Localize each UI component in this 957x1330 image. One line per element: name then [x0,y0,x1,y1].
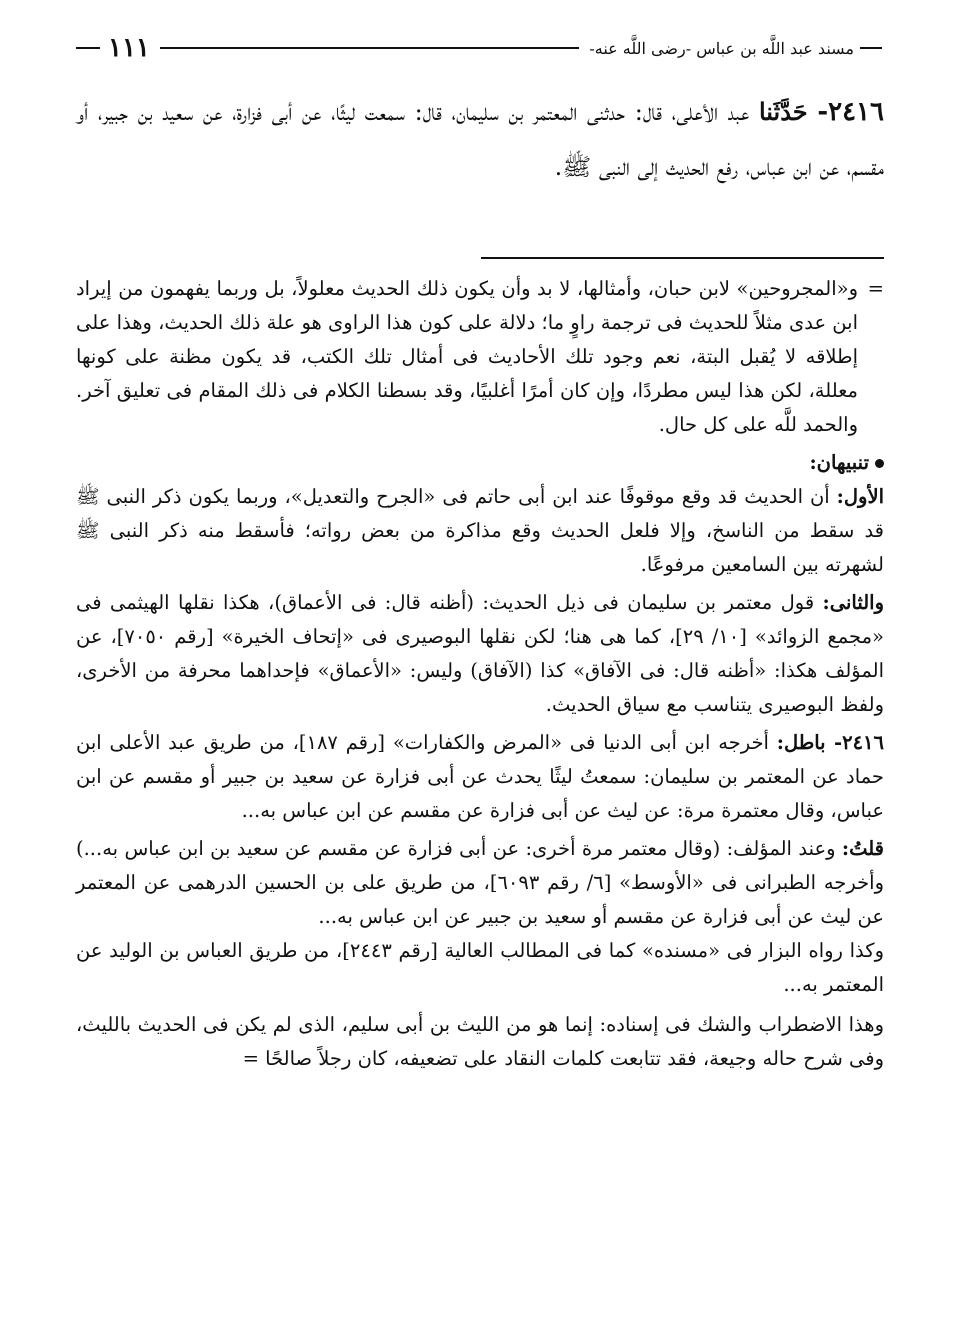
tanbihat-label: تنبيهان: [809,451,869,474]
ruling-note [76,726,884,828]
hadith-dash: - [817,97,829,127]
first-label: الأول: [836,485,884,508]
header-dash-left [76,47,100,49]
qultu-note [76,832,884,934]
continuation-mark: = [867,277,884,300]
last-continuation-mark: = [242,1047,259,1070]
bullet-icon [875,459,884,468]
qultu-label: قلتُ: [841,837,884,860]
header-rule [160,47,579,49]
bazzar-note [76,934,884,1002]
hadith-text [76,84,884,195]
page-number: ١١١ [108,33,150,63]
first-note [76,480,884,582]
running-title: مسند عبد اللَّه بن عباس -رضى اللَّه عنه- [589,38,854,58]
continuation-text: و«المجروحين» لابن حبان، وأمثالها، لا بد وأن يكون ذلك الحديث معلولاً، بل وربما يفهمون من إيراد ابن عدى مثلاً للحديث فى ترجمة راوٍ ما؛ دلالة على كون هذا الراوى هو علة ذلك الحديث، وهذا على إطلاقه لا يُقبل البتة، نعم وجود تلك الأحاديث فى أمثال تلك الكتب، قد يكون مظنة على كونها معللة، لكن هذا ليس مطردًا، وإن كان أمرًا أغلبيًا، وقد بسطنا الكلام فى ذلك المقام فى تعليق آخر. والحمد للَّه على كل حال. [76,277,858,436]
page-header [76,30,882,66]
second-text: قول معتمر بن سليمان فى ذيل الحديث: (أظنه قال: فى الأعماق)، هكذا نقلها الهيثمى فى «مجمع الزوائد» [١٠/ ٢٩]، كما هى هنا؛ لكن نقلها البوصيرى فى «إتحاف الخيرة» [رقم ٧٠٥٠]، عن المؤلف هكذا: «أظنه قال: فى الآفاق» كذا (الآفاق) وليس: «الأعماق» فإحداهما محرفة من الأخرى، ولفظ البوصيرى يتناسب مع سياق الحديث. [76,591,884,716]
hadith-body: عبد الأعلى، قال: حدثنى المعتمر بن سليمان، قال: سمعت ليثًا، عن أبى فزارة، عن سعيد بن جبير، أو مقسم، عن ابن عباس، رفع الحديث إلى النبى ﷺ. [76,98,884,181]
ruling-label: ٢٤١٦- باطل: [776,731,884,754]
footnotes [76,272,884,1076]
last-note [76,1008,884,1076]
tanbihat-heading [76,446,884,480]
footnote-separator [481,257,884,259]
second-note [76,586,884,722]
ruling-text: أخرجه ابن أبى الدنيا فى «المرض والكفارات» [رقم ١٨٧]، من طريق عبد الأعلى ابن حماد عن المعتمر بن سليمان: سمعتُ ليثًا يحدث عن أبى فزارة عن سعيد بن جبير أو مقسم عن ابن عباس، وقال معتمرة مرة: عن ليث عن أبى فزارة عن مقسم عن ابن عباس به... [76,731,884,822]
second-label: والثانى: [822,591,885,614]
last-text: وهذا الاضطراب والشك فى إسناده: إنما هو من الليث بن أبى سليم، الذى لم يكن فى الحديث بالليث، وفى شرح حاله وجيعة، فقد تتابعت كلمات النقاد على تضعيفه، كان رجلاً صالحًا [76,1013,884,1070]
hadith-lead-word: حَدَّثَنا [758,97,808,126]
header-dash [860,47,882,49]
first-text: أن الحديث قد وقع موقوفًا عند ابن أبى حاتم فى «الجرح والتعديل»، وربما يكون ذكر النبى ﷺ قد سقط من الناسخ، وإلا فلعل الحديث وقع مذاكرة من بعض رواته؛ فأسقط منه ذكر النبى ﷺ لشهرته بين السامعين مرفوعًا. [76,485,884,576]
hadith-number: ٢٤١٦ [828,97,884,127]
bazzar-text: وكذا رواه البزار فى «مسنده» كما فى المطالب العالية [رقم ٢٤٤٣]، من طريق العباس بن الوليد عن المعتمر به... [76,939,884,996]
footnote-continuation [76,272,884,442]
qultu-text: وعند المؤلف: (وقال معتمر مرة أخرى: عن أبى فزارة عن مقسم عن سعيد بن ابن عباس به...) وأخرجه الطبرانى فى «الأوسط» [٦/ رقم ٦٠٩٣]، من طريق على بن الحسين الدرهمى عن المعتمر عن ليث عن أبى فزارة عن مقسم أو سعيد بن جبير عن ابن عباس به... [76,837,884,928]
